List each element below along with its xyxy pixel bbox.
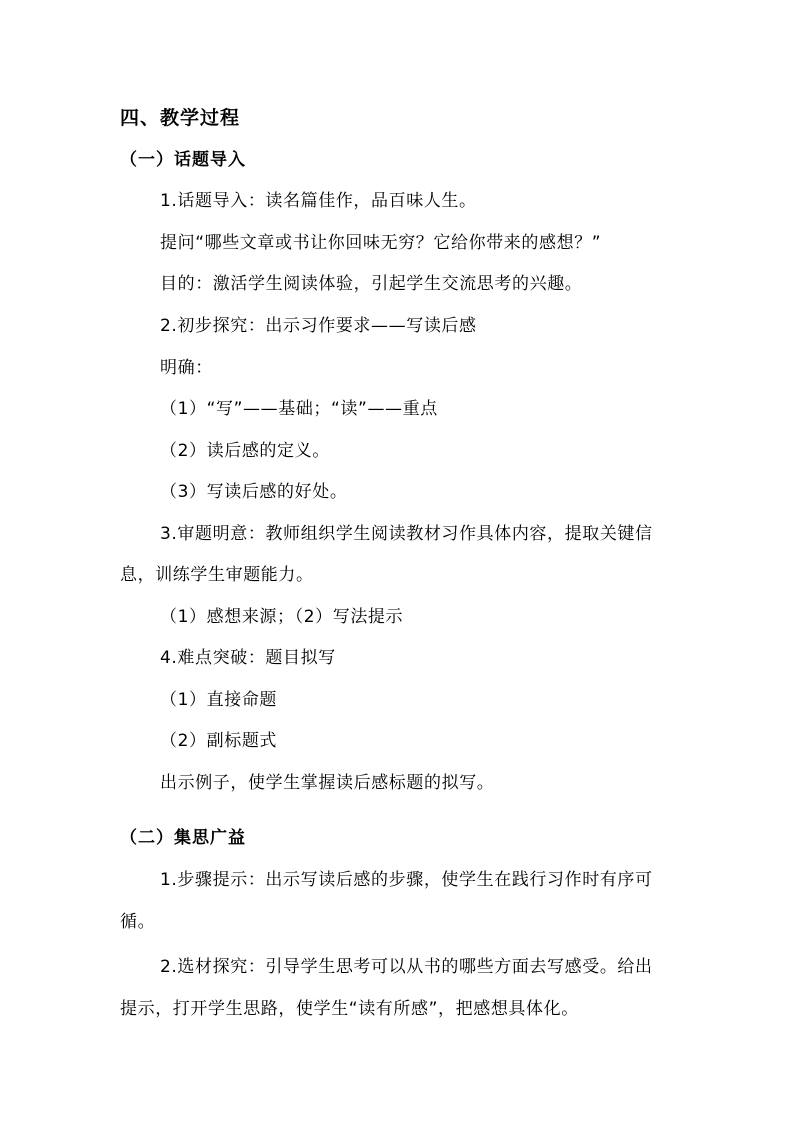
paragraph: 4.难点突破：题目拟写 [160,648,336,668]
paragraph: 2.初步探究：出示习作要求——写读后感 [160,316,477,336]
paragraph: 目的：激活学生阅读体验，引起学生交流思考的兴趣。 [160,274,583,294]
paragraph: 提示，打开学生思路，使学生“读有所感”，把感想具体化。 [120,999,579,1019]
paragraph: 循。 [120,912,156,932]
paragraph: 息，训练学生审题能力。 [120,565,314,585]
paragraph: 提问“哪些文章或书让你回味无穷？它给你带来的感想？” [160,233,602,253]
part1-heading: （一）话题导入 [120,150,246,170]
paragraph: 1.话题导入：读名篇佳作，品百味人生。 [160,191,477,211]
paragraph: 2.选材探究：引导学生思考可以从书的哪些方面去写感受。给出 [160,957,653,977]
paragraph: 明确： [160,358,213,378]
paragraph: （1）“写”——基础；“读”——重点 [160,399,438,419]
paragraph: （2）副标题式 [160,731,278,751]
part2-heading: （二）集思广益 [120,828,246,848]
paragraph: 3.审题明意：教师组织学生阅读教材习作具体内容，提取关键信 [160,524,653,544]
paragraph: （3）写读后感的好处。 [160,482,348,502]
section-title: 四、教学过程 [120,107,241,129]
paragraph: 出示例子，使学生掌握读后感标题的拟写。 [160,773,495,793]
paragraph: 1.步骤提示：出示写读后感的步骤，使学生在践行习作时有序可 [160,870,653,890]
paragraph: （2）读后感的定义。 [160,441,330,461]
paragraph: （1）直接命题 [160,690,278,710]
paragraph: （1）感想来源；（2）写法提示 [160,607,404,627]
